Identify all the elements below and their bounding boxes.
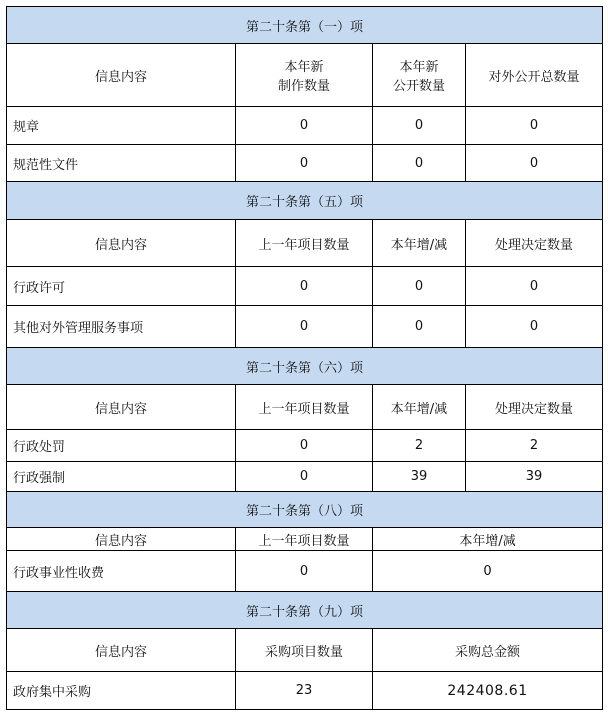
cell: 39 xyxy=(373,462,466,492)
row-item: 行政许可 xyxy=(7,267,236,306)
section-title-row xyxy=(7,7,603,44)
table-row xyxy=(7,306,603,348)
cell: 39 xyxy=(466,462,603,492)
header-info-content: 信息内容 xyxy=(7,44,236,107)
row-item: 其他对外管理服务事项 xyxy=(7,306,236,348)
cell: 0 xyxy=(373,551,603,592)
row-item: 政府集中采购 xyxy=(7,672,236,710)
header-row xyxy=(7,385,603,430)
row-item: 规章 xyxy=(7,107,236,145)
header-decision-count: 处理决定数量 xyxy=(466,220,603,267)
section-title: 第二十条第（一）项 xyxy=(7,7,603,44)
header-total-published-count: 对外公开总数量 xyxy=(466,44,603,107)
cell: 0 xyxy=(466,267,603,306)
cell: 0 xyxy=(236,267,373,306)
table-row xyxy=(7,462,603,492)
table-row xyxy=(7,430,603,462)
row-item: 行政处罚 xyxy=(7,430,236,462)
header-row xyxy=(7,629,603,672)
row-item: 行政强制 xyxy=(7,462,236,492)
header-purchase-count: 采购项目数量 xyxy=(236,629,373,672)
table-row xyxy=(7,551,603,592)
cell: 0 xyxy=(466,145,603,182)
cell: 2 xyxy=(373,430,466,462)
header-info-content: 信息内容 xyxy=(7,220,236,267)
header-row xyxy=(7,44,603,107)
cell: 23 xyxy=(236,672,373,710)
cell: 0 xyxy=(373,107,466,145)
header-new-published-count: 本年新 公开数量 xyxy=(373,44,466,107)
header-info-content: 信息内容 xyxy=(7,629,236,672)
header-prev-year-count: 上一年项目数量 xyxy=(236,220,373,267)
row-item: 行政事业性收费 xyxy=(7,551,236,592)
cell: 0 xyxy=(236,145,373,182)
cell: 2 xyxy=(466,430,603,462)
cell: 0 xyxy=(236,306,373,348)
header-purchase-amount: 采购总金额 xyxy=(373,629,603,672)
table-row xyxy=(7,107,603,145)
header-change: 本年增/减 xyxy=(373,528,603,551)
section-title: 第二十条第（六）项 xyxy=(7,348,603,385)
header-new-made-count: 本年新 制作数量 xyxy=(236,44,373,107)
cell: 0 xyxy=(236,430,373,462)
cell: 0 xyxy=(236,107,373,145)
cell: 0 xyxy=(466,107,603,145)
table-row xyxy=(7,267,603,306)
section-title-row xyxy=(7,182,603,220)
header-row xyxy=(7,528,603,551)
section-title-row xyxy=(7,492,603,528)
cell-amount: 242408.61 xyxy=(373,672,603,710)
section-title-row xyxy=(7,592,603,629)
cell: 0 xyxy=(236,462,373,492)
disclosure-table xyxy=(6,6,603,710)
table-row xyxy=(7,672,603,710)
header-change: 本年增/减 xyxy=(373,385,466,430)
cell: 0 xyxy=(373,267,466,306)
header-prev-year-count: 上一年项目数量 xyxy=(236,528,373,551)
header-info-content: 信息内容 xyxy=(7,528,236,551)
section-title: 第二十条第（九）项 xyxy=(7,592,603,629)
section-title: 第二十条第（五）项 xyxy=(7,182,603,220)
header-info-content: 信息内容 xyxy=(7,385,236,430)
header-row xyxy=(7,220,603,267)
header-decision-count: 处理决定数量 xyxy=(466,385,603,430)
cell: 0 xyxy=(373,145,466,182)
section-title: 第二十条第（八）项 xyxy=(7,492,603,528)
section-title-row xyxy=(7,348,603,385)
table-row xyxy=(7,145,603,182)
row-item: 规范性文件 xyxy=(7,145,236,182)
cell: 0 xyxy=(466,306,603,348)
cell: 0 xyxy=(373,306,466,348)
header-change: 本年增/减 xyxy=(373,220,466,267)
header-prev-year-count: 上一年项目数量 xyxy=(236,385,373,430)
cell: 0 xyxy=(236,551,373,592)
